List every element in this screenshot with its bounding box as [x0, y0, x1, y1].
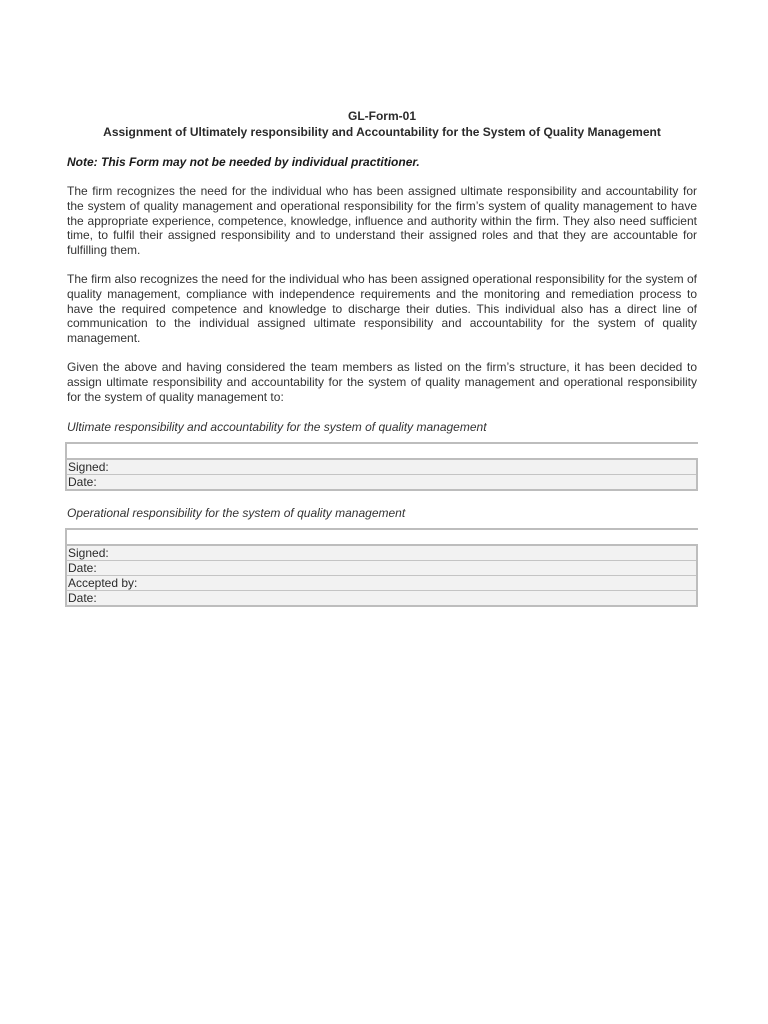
paragraph-2: The firm also recognizes the need for the individual who has been assigned operational responsibility for the system of quality management, compliance with independence requirements and the monitoring and remediation process to have the required competence and knowledge to discharge their duties. This individual also has a direct line of communication to the individual assigned ultimate responsibility and accountability for the system of quality management. [67, 271, 697, 346]
paragraph-3: Given the above and having considered the team members as listed on the firm’s structure, it has been decided to assign ultimate responsibility and accountability for the system of quality management and operational responsibility for the system of quality management to: [67, 359, 697, 404]
signed-field[interactable]: Signed: [67, 460, 696, 474]
ultimate-signature-block [65, 442, 698, 491]
form-title: Assignment of Ultimately responsibility and Accountability for the System of Quality Management [103, 125, 661, 139]
acceptance-date-field[interactable]: Date: [67, 590, 696, 605]
name-entry-line[interactable] [65, 442, 698, 458]
signed-field[interactable]: Signed: [67, 546, 696, 560]
practitioner-note: Note: This Form may not be needed by individual practitioner. [67, 155, 420, 169]
signature-table [65, 544, 698, 607]
ultimate-responsibility-label: Ultimate responsibility and accountability for the system of quality management [67, 420, 487, 435]
name-entry-line[interactable] [65, 528, 698, 544]
document-page [67, 108, 697, 607]
operational-signature-block [65, 528, 698, 607]
date-field[interactable]: Date: [67, 474, 696, 489]
date-field[interactable]: Date: [67, 560, 696, 575]
accepted-by-field[interactable]: Accepted by: [67, 575, 696, 590]
operational-responsibility-label: Operational responsibility for the system of quality management [67, 506, 406, 521]
signature-table [65, 458, 698, 491]
form-code: GL-Form-01 [347, 109, 416, 123]
paragraph-1: The firm recognizes the need for the individual who has been assigned ultimate responsibility and accountability for the system of quality management and operational responsibility for the firm’s system of quality management to have the appropriate experience, competence, knowledge, influence and authority within the firm. They also need sufficient time, to fulfil their assigned responsibility and to understand their assigned roles and that they are accountable for fulfilling them. [67, 184, 697, 258]
